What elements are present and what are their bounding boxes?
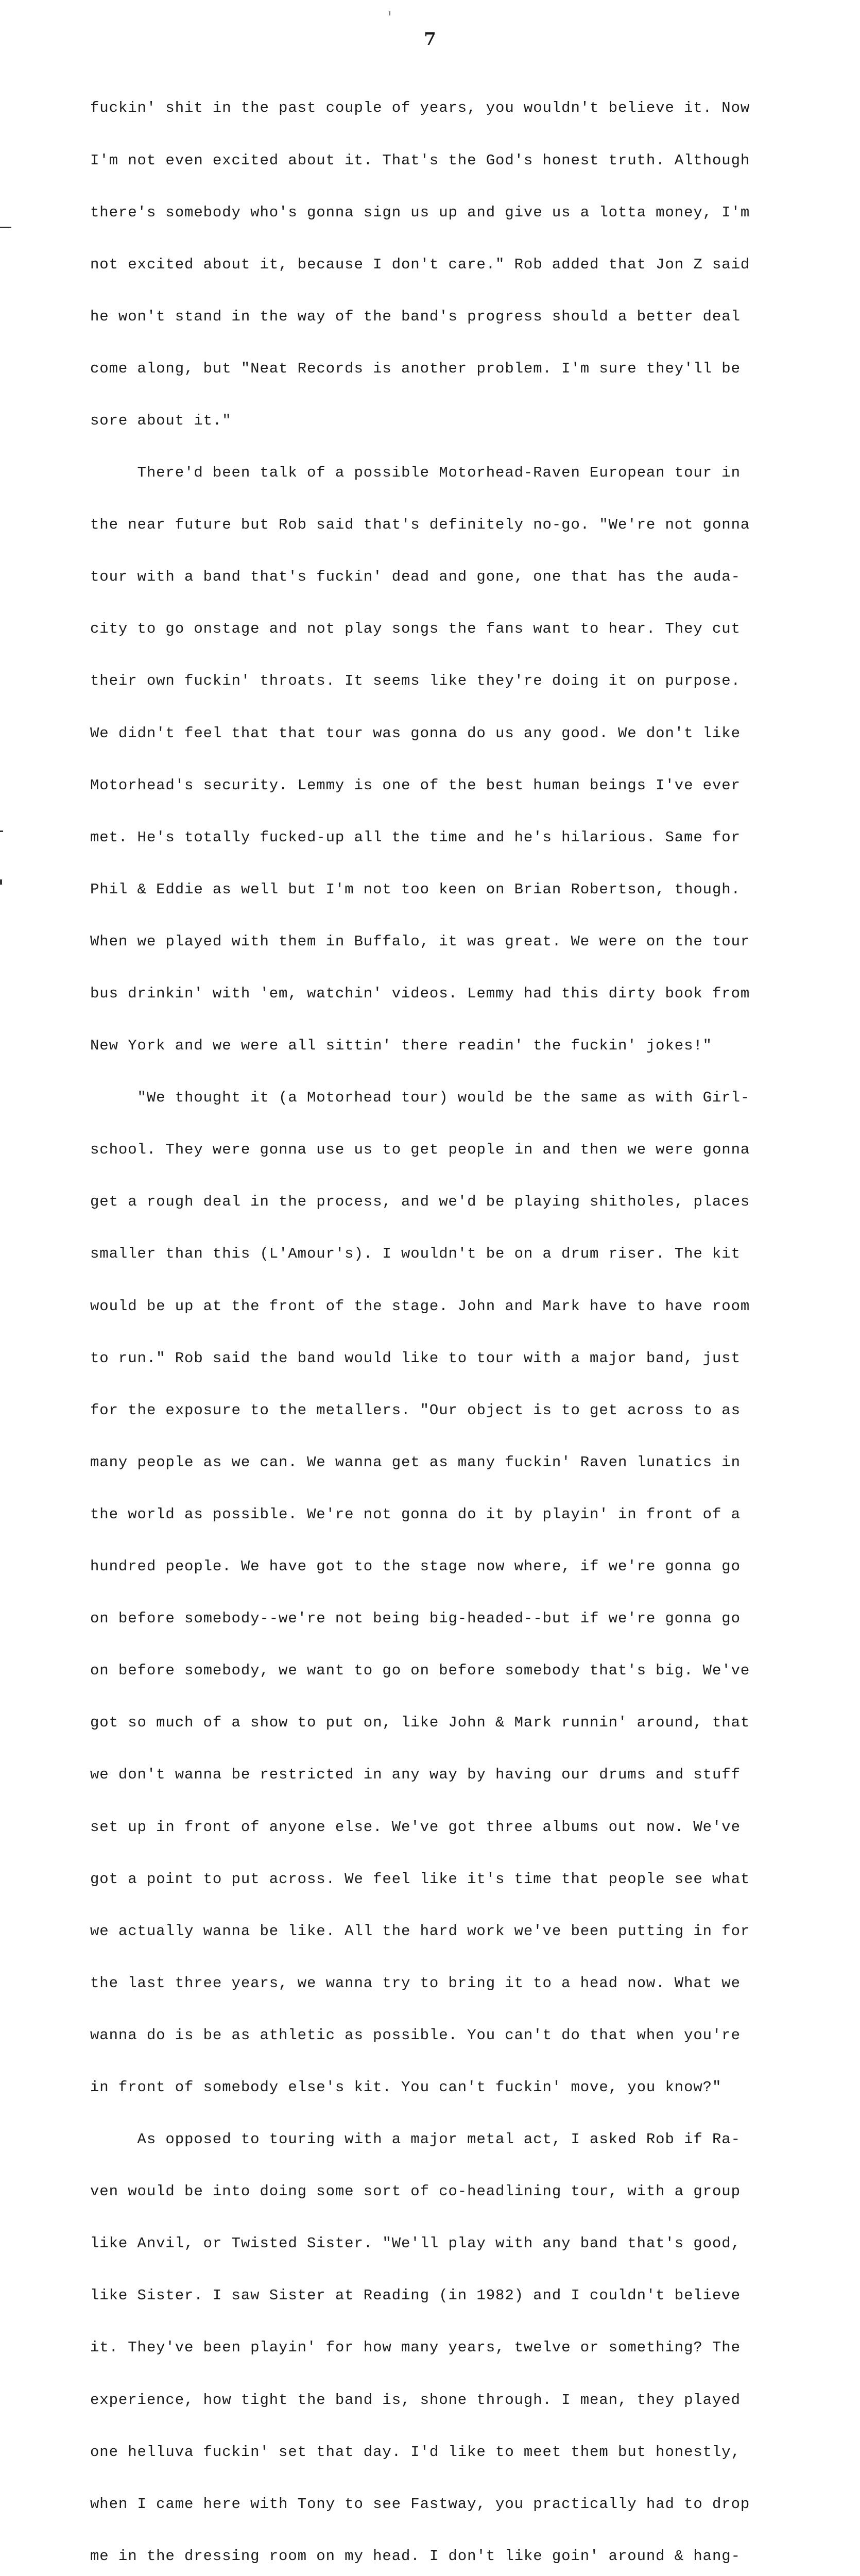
text-line: to run." Rob said the band would like to tour with a major band, just: [90, 1349, 741, 1367]
text-line: city to go onstage and not play songs the fans want to hear. They cut: [90, 620, 741, 638]
text-line: New York and we were all sittin' there readin' the fuckin' jokes!": [90, 1037, 712, 1055]
text-line: got a point to put across. We feel like it's time that people see what: [90, 1870, 750, 1888]
text-line: on before somebody--we're not being big-headed--but if we're gonna go: [90, 1610, 741, 1628]
binding-mark: [0, 831, 3, 832]
text-line: he won't stand in the way of the band's progress should a better deal: [90, 308, 741, 325]
text-line: in front of somebody else's kit. You can't fuckin' move, you know?": [90, 2078, 722, 2096]
binding-mark: [0, 879, 2, 885]
text-line: like Sister. I saw Sister at Reading (in 1982) and I couldn't believe: [90, 2287, 741, 2304]
text-line: sore about it.": [90, 412, 232, 429]
text-line: many people as we can. We wanna get as many fuckin' Raven lunatics in: [90, 1453, 741, 1471]
text-line: tour with a band that's fuckin' dead and gone, one that has the auda-: [90, 568, 741, 586]
text-line: As opposed to touring with a major metal act, I asked Rob if Ra-: [90, 2131, 741, 2148]
text-line: There'd been talk of a possible Motorhead-Raven European tour in: [90, 464, 741, 482]
text-line: Phil & Eddie as well but I'm not too keen on Brian Robertson, though.: [90, 880, 741, 898]
text-line: When we played with them in Buffalo, it was great. We were on the tour: [90, 933, 750, 950]
text-line: smaller than this (L'Amour's). I wouldn't be on a drum riser. The kit: [90, 1245, 741, 1263]
text-line: ven would be into doing some sort of co-headlining tour, with a group: [90, 2183, 741, 2200]
text-line: "We thought it (a Motorhead tour) would be the same as with Girl-: [90, 1089, 750, 1107]
text-line: on before somebody, we want to go on before somebody that's big. We've: [90, 1662, 750, 1680]
text-line: like Anvil, or Twisted Sister. "We'll play with any band that's good,: [90, 2235, 741, 2252]
text-line: their own fuckin' throats. It seems like they're doing it on purpose.: [90, 672, 741, 690]
text-line: the world as possible. We're not gonna do it by playin' in front of a: [90, 1505, 741, 1523]
text-line: bus drinkin' with 'em, watchin' videos. Lemmy had this dirty book from: [90, 985, 750, 1002]
text-line: there's somebody who's gonna sign us up and give us a lotta money, I'm: [90, 204, 750, 221]
text-line: not excited about it, because I don't care." Rob added that Jon Z said: [90, 256, 750, 273]
text-line: we don't wanna be restricted in any way by having our drums and stuff: [90, 1766, 741, 1784]
text-line: school. They were gonna use us to get people in and then we were gonna: [90, 1141, 750, 1159]
text-line: I'm not even excited about it. That's the God's honest truth. Although: [90, 151, 750, 169]
text-line: it. They've been playin' for how many years, twelve or something? The: [90, 2339, 741, 2357]
text-line: come along, but "Neat Records is another problem. I'm sure they'll be: [90, 360, 741, 377]
text-line: for the exposure to the metallers. "Our object is to get across to as: [90, 1401, 741, 1419]
page-number: 7: [424, 29, 436, 49]
text-line: we actually wanna be like. All the hard work we've been putting in for: [90, 1922, 750, 1940]
text-line: me in the dressing room on my head. I don't like goin' around & hang-: [90, 2547, 741, 2565]
text-line: got so much of a show to put on, like John & Mark runnin' around, that: [90, 1714, 750, 1732]
text-line: when I came here with Tony to see Fastway, you practically had to drop: [90, 2495, 750, 2513]
text-line: one helluva fuckin' set that day. I'd like to meet them but honestly,: [90, 2443, 741, 2461]
article-body: [90, 65, 811, 2576]
text-line: hundred people. We have got to the stage now where, if we're gonna go: [90, 1558, 741, 1575]
text-line: met. He's totally fucked-up all the time and he's hilarious. Same for: [90, 828, 741, 846]
text-line: the near future but Rob said that's definitely no-go. "We're not gonna: [90, 516, 750, 534]
text-line: We didn't feel that that tour was gonna do us any good. We don't like: [90, 724, 741, 742]
text-line: fuckin' shit in the past couple of years, you wouldn't believe it. Now: [90, 99, 750, 117]
text-line: set up in front of anyone else. We've got three albums out now. We've: [90, 1818, 741, 1836]
scan-mark: [389, 11, 390, 15]
text-line: get a rough deal in the process, and we'd be playing shitholes, places: [90, 1193, 750, 1211]
text-line: Motorhead's security. Lemmy is one of the best human beings I've ever: [90, 776, 741, 794]
text-line: experience, how tight the band is, shone through. I mean, they played: [90, 2391, 741, 2409]
text-line: the last three years, we wanna try to bring it to a head now. What we: [90, 1974, 741, 1992]
binding-mark: [0, 227, 11, 228]
text-line: would be up at the front of the stage. John and Mark have to have room: [90, 1297, 750, 1315]
text-line: wanna do is be as athletic as possible. You can't do that when you're: [90, 2026, 741, 2044]
